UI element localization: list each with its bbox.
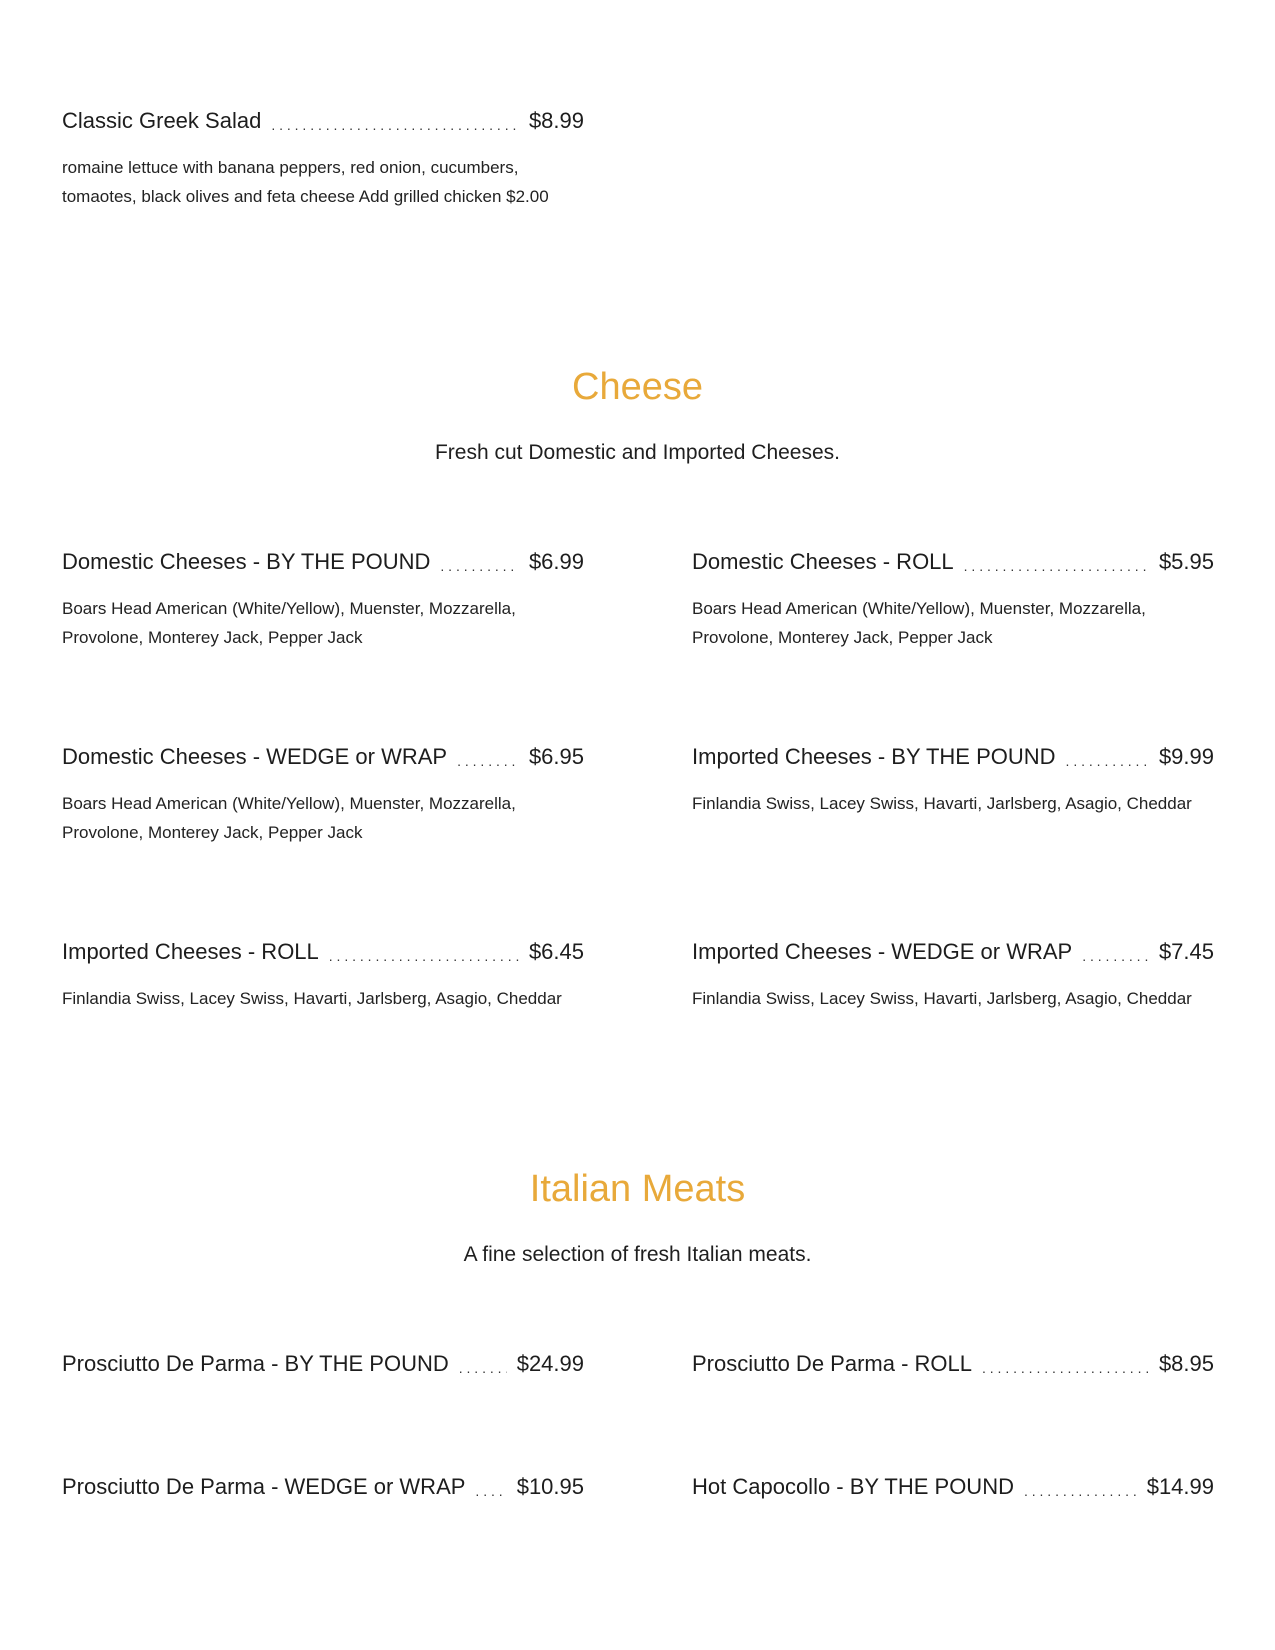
dot-leader xyxy=(440,552,519,580)
menu-item-domestic-cheeses-wedge xyxy=(62,743,584,847)
menu-item-imported-cheeses-wedge xyxy=(692,938,1214,1013)
section-title-cheese: Cheese xyxy=(572,366,703,408)
menu-item-name: Imported Cheeses - BY THE POUND xyxy=(692,744,1056,769)
menu-item-price: $10.95 xyxy=(516,1474,584,1499)
menu-item-name: Domestic Cheeses - WEDGE or WRAP xyxy=(62,744,448,769)
menu-item-hot-capocollo-pound xyxy=(692,1473,1214,1503)
menu-item-description: Finlandia Swiss, Lacey Swiss, Havarti, Jarlsberg, Asagio, Cheddar xyxy=(692,989,1192,1008)
menu-item-imported-cheeses-roll xyxy=(62,938,584,1013)
menu-item-name: Imported Cheeses - ROLL xyxy=(62,939,319,964)
menu-item-header xyxy=(62,548,584,578)
menu-item-price: $7.45 xyxy=(1158,939,1214,964)
menu-item-description: Finlandia Swiss, Lacey Swiss, Havarti, Jarlsberg, Asagio, Cheddar xyxy=(62,989,562,1008)
menu-item-name: Imported Cheeses - WEDGE or WRAP xyxy=(692,939,1073,964)
menu-item-description: romaine lettuce with banana peppers, red onion, cucumbers, tomaotes, black olives and feta cheese Add grilled chicken $2.00 xyxy=(62,158,549,206)
menu-item-name: Prosciutto De Parma - ROLL xyxy=(692,1351,972,1376)
section-title-italian-meats: Italian Meats xyxy=(529,1168,746,1210)
menu-item-name: Prosciutto De Parma - WEDGE or WRAP xyxy=(62,1474,466,1499)
menu-item-header xyxy=(62,107,584,137)
menu-item-name: Hot Capocollo - BY THE POUND xyxy=(692,1474,1014,1499)
menu-item-price: $6.45 xyxy=(528,939,584,964)
menu-item-header xyxy=(692,548,1214,578)
menu-item-name: Classic Greek Salad xyxy=(62,108,262,133)
menu-item-header xyxy=(62,1350,584,1380)
menu-item-header xyxy=(62,743,584,773)
menu-item-price: $8.95 xyxy=(1158,1351,1214,1376)
menu-item-header xyxy=(692,938,1214,968)
menu-item-description: Boars Head American (White/Yellow), Muenster, Mozzarella, Provolone, Monterey Jack, Pepper Jack xyxy=(62,599,516,647)
menu-item-domestic-cheeses-roll xyxy=(692,548,1214,652)
menu-item-name: Prosciutto De Parma - BY THE POUND xyxy=(62,1351,449,1376)
menu-item-price: $24.99 xyxy=(516,1351,584,1376)
dot-leader xyxy=(1024,1477,1137,1505)
dot-leader xyxy=(459,1354,507,1382)
menu-item-header xyxy=(692,1473,1214,1503)
menu-item-header xyxy=(692,1350,1214,1380)
menu-item-header xyxy=(62,1473,584,1503)
dot-leader xyxy=(1082,942,1149,970)
menu-item-price: $6.95 xyxy=(528,744,584,769)
menu-item-description: Boars Head American (White/Yellow), Muenster, Mozzarella, Provolone, Monterey Jack, Pepper Jack xyxy=(692,599,1146,647)
dot-leader xyxy=(475,1477,506,1505)
dot-leader xyxy=(964,552,1149,580)
menu-item-header xyxy=(62,938,584,968)
section-subtitle-italian-meats: A fine selection of fresh Italian meats. xyxy=(463,1243,812,1266)
dot-leader xyxy=(329,942,519,970)
dot-leader xyxy=(982,1354,1149,1382)
menu-item-domestic-cheeses-pound xyxy=(62,548,584,652)
menu-item-description: Finlandia Swiss, Lacey Swiss, Havarti, Jarlsberg, Asagio, Cheddar xyxy=(692,794,1192,813)
menu-item-price: $14.99 xyxy=(1146,1474,1214,1499)
section-subtitle-cheese: Fresh cut Domestic and Imported Cheeses. xyxy=(434,441,840,464)
menu-item-prosciutto-pound xyxy=(62,1350,584,1380)
menu-item-prosciutto-roll xyxy=(692,1350,1214,1380)
dot-leader xyxy=(271,111,519,139)
menu-item-price: $6.99 xyxy=(528,549,584,574)
menu-item-name: Domestic Cheeses - BY THE POUND xyxy=(62,549,431,574)
menu-item-prosciutto-wedge xyxy=(62,1473,584,1503)
menu-item-imported-cheeses-pound xyxy=(692,743,1214,818)
menu-item-description: Boars Head American (White/Yellow), Muenster, Mozzarella, Provolone, Monterey Jack, Pepper Jack xyxy=(62,794,516,842)
dot-leader xyxy=(457,747,519,775)
menu-item-header xyxy=(692,743,1214,773)
menu-item-name: Domestic Cheeses - ROLL xyxy=(692,549,954,574)
menu-item-price: $8.99 xyxy=(528,108,584,133)
menu-item-price: $5.95 xyxy=(1158,549,1214,574)
dot-leader xyxy=(1066,747,1149,775)
menu-item-classic-greek-salad xyxy=(62,107,584,211)
menu-item-price: $9.99 xyxy=(1158,744,1214,769)
